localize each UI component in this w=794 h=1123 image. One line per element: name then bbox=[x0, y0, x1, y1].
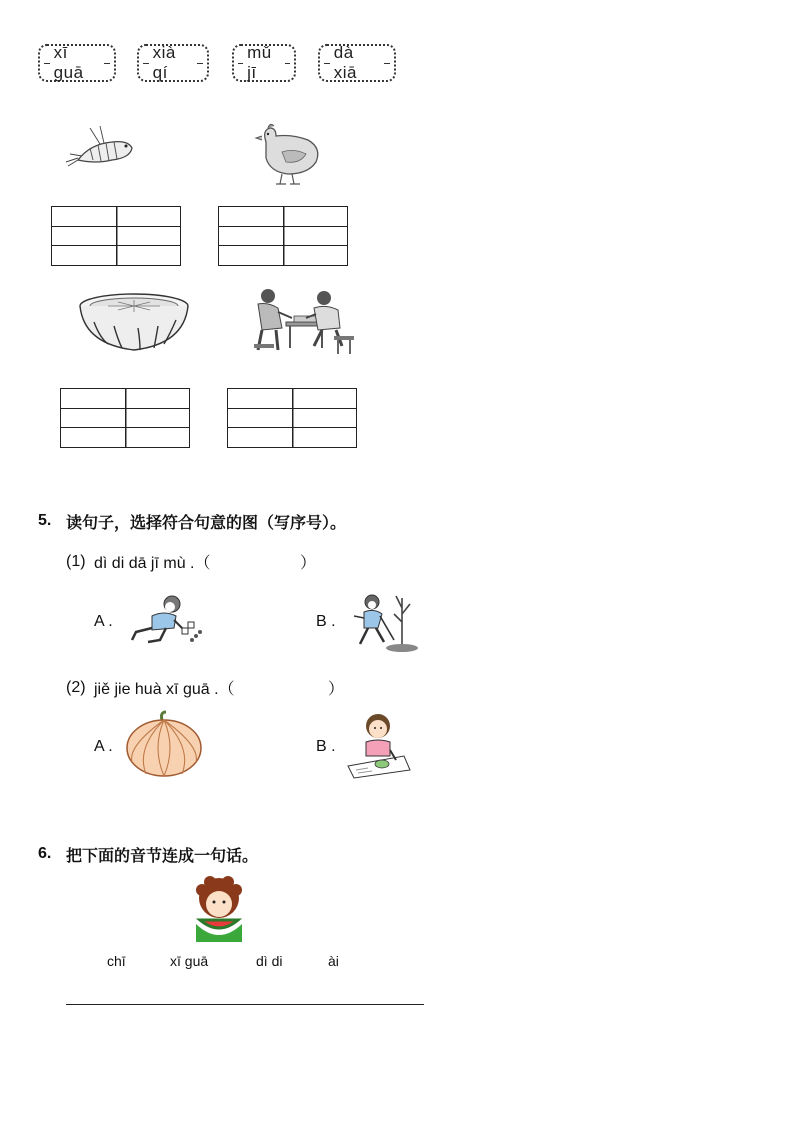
q1-option-b-label: B . bbox=[316, 613, 336, 630]
section6-title: 把下面的音节连成一句话。 bbox=[66, 848, 259, 865]
q2-option-a-label: A . bbox=[94, 738, 113, 755]
pinyin-card-label: xī guā bbox=[53, 43, 84, 82]
section6-number: 6. bbox=[38, 845, 52, 862]
pinyin-card-label: xià qí bbox=[152, 43, 176, 82]
boy-digging-tree-icon bbox=[344, 590, 420, 654]
pinyin-card-xigua bbox=[38, 44, 116, 82]
pinyin-card-label: mǔ jī bbox=[247, 43, 272, 82]
q2-option-b-label: B . bbox=[316, 738, 336, 755]
q1-answer-close: ） bbox=[300, 555, 317, 572]
syllable-ai: ài bbox=[328, 953, 339, 969]
q1-text: dì di dā jī mù .（ bbox=[94, 555, 211, 572]
answer-line[interactable] bbox=[66, 1004, 424, 1005]
shrimp-icon bbox=[60, 124, 140, 174]
pinyin-card-daxia bbox=[318, 44, 396, 82]
watermelon-icon bbox=[78, 292, 190, 354]
pinyin-card-label: dà xiā bbox=[333, 43, 357, 82]
syllable-xigua: xī guā bbox=[170, 953, 209, 969]
section5-number: 5. bbox=[38, 512, 52, 529]
q1-option-a-label: A . bbox=[94, 613, 113, 630]
syllable-didi: dì di bbox=[256, 953, 283, 969]
q2-answer-close: ） bbox=[328, 681, 345, 698]
pinyin-card-muji bbox=[232, 44, 296, 82]
chess-players-icon bbox=[248, 284, 362, 362]
boy-building-blocks-icon bbox=[126, 594, 206, 646]
section5-title: 读句子，选择符合句意的图（写序号）。 bbox=[66, 515, 347, 532]
pinyin-card-xiaqi bbox=[137, 44, 209, 82]
girl-drawing-icon bbox=[344, 710, 414, 780]
hen-icon bbox=[252, 122, 324, 188]
pumpkin-icon bbox=[124, 710, 204, 778]
q1-number: (1) bbox=[66, 553, 86, 570]
writing-grid-watermelon[interactable] bbox=[60, 388, 190, 448]
boy-eating-watermelon-icon bbox=[188, 876, 250, 942]
q2-text: jiě jie huà xī guā .（ bbox=[94, 681, 235, 698]
writing-grid-chess[interactable] bbox=[227, 388, 357, 448]
writing-grid-hen[interactable] bbox=[218, 206, 348, 266]
syllable-chi: chī bbox=[107, 953, 126, 969]
writing-grid-shrimp[interactable] bbox=[51, 206, 181, 266]
q2-number: (2) bbox=[66, 679, 86, 696]
